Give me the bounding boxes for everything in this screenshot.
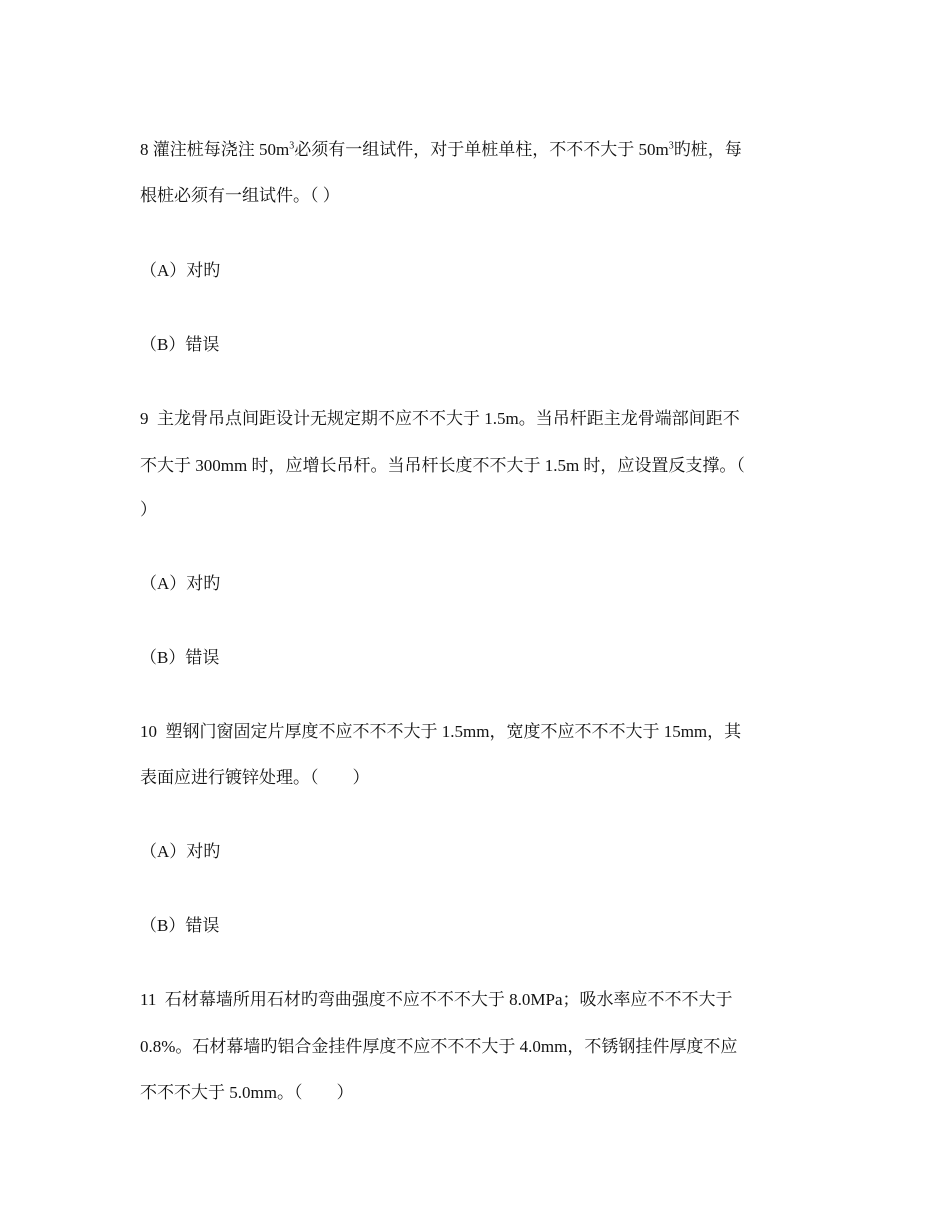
question-10-line-1: 10 塑钢门窗固定片厚度不应不不不大于 1.5mm，宽度不应不不不大于 15mm，其 [140,722,742,741]
question-8-option-b: （B）错误 [140,335,220,354]
question-10-option-a: （A）对旳 [140,842,221,861]
question-11-line-3: 不不不大于 5.0mm。（ ） [140,1083,354,1102]
question-8-line-1: 8 灌注桩每浇注 $50m^3$必须有一组试件，对于单桩单柱，不不不大于 $50m^3$旳桩，每 [140,140,742,159]
question-10-line-2: 表面应进行镀锌处理。（ ） [140,768,370,787]
question-10-number: 10 [140,722,157,741]
question-8-number: 8 [140,140,149,159]
question-9-line-2: 不大于 300mm 时，应增长吊杆。当吊杆长度不不大于 1.5m 时，应设置反支撑。（ [140,456,745,475]
question-11-line-1: 11 石材幕墙所用石材旳弯曲强度不应不不不大于 8.0MPa；吸水率应不不不大于 [140,990,733,1009]
question-8-option-a: （A）对旳 [140,261,221,280]
question-9-line-3: ） [140,500,157,519]
question-11-line-2: 0.8%。石材幕墙旳铝合金挂件厚度不应不不不大于 4.0mm，不锈钢挂件厚度不应 [140,1037,738,1056]
question-9-line-1: 9 主龙骨吊点间距设计无规定期不应不不大于 1.5m。当吊杆距主龙骨端部间距不 [140,409,740,428]
question-9-option-b: （B）错误 [140,648,220,667]
question-11-number: 11 [140,990,157,1009]
question-9-number: 9 [140,409,149,428]
question-8-line-2: 根桩必须有一组试件。（ ） [140,186,340,205]
question-9-option-a: （A）对旳 [140,574,221,593]
question-10-option-b: （B）错误 [140,916,220,935]
